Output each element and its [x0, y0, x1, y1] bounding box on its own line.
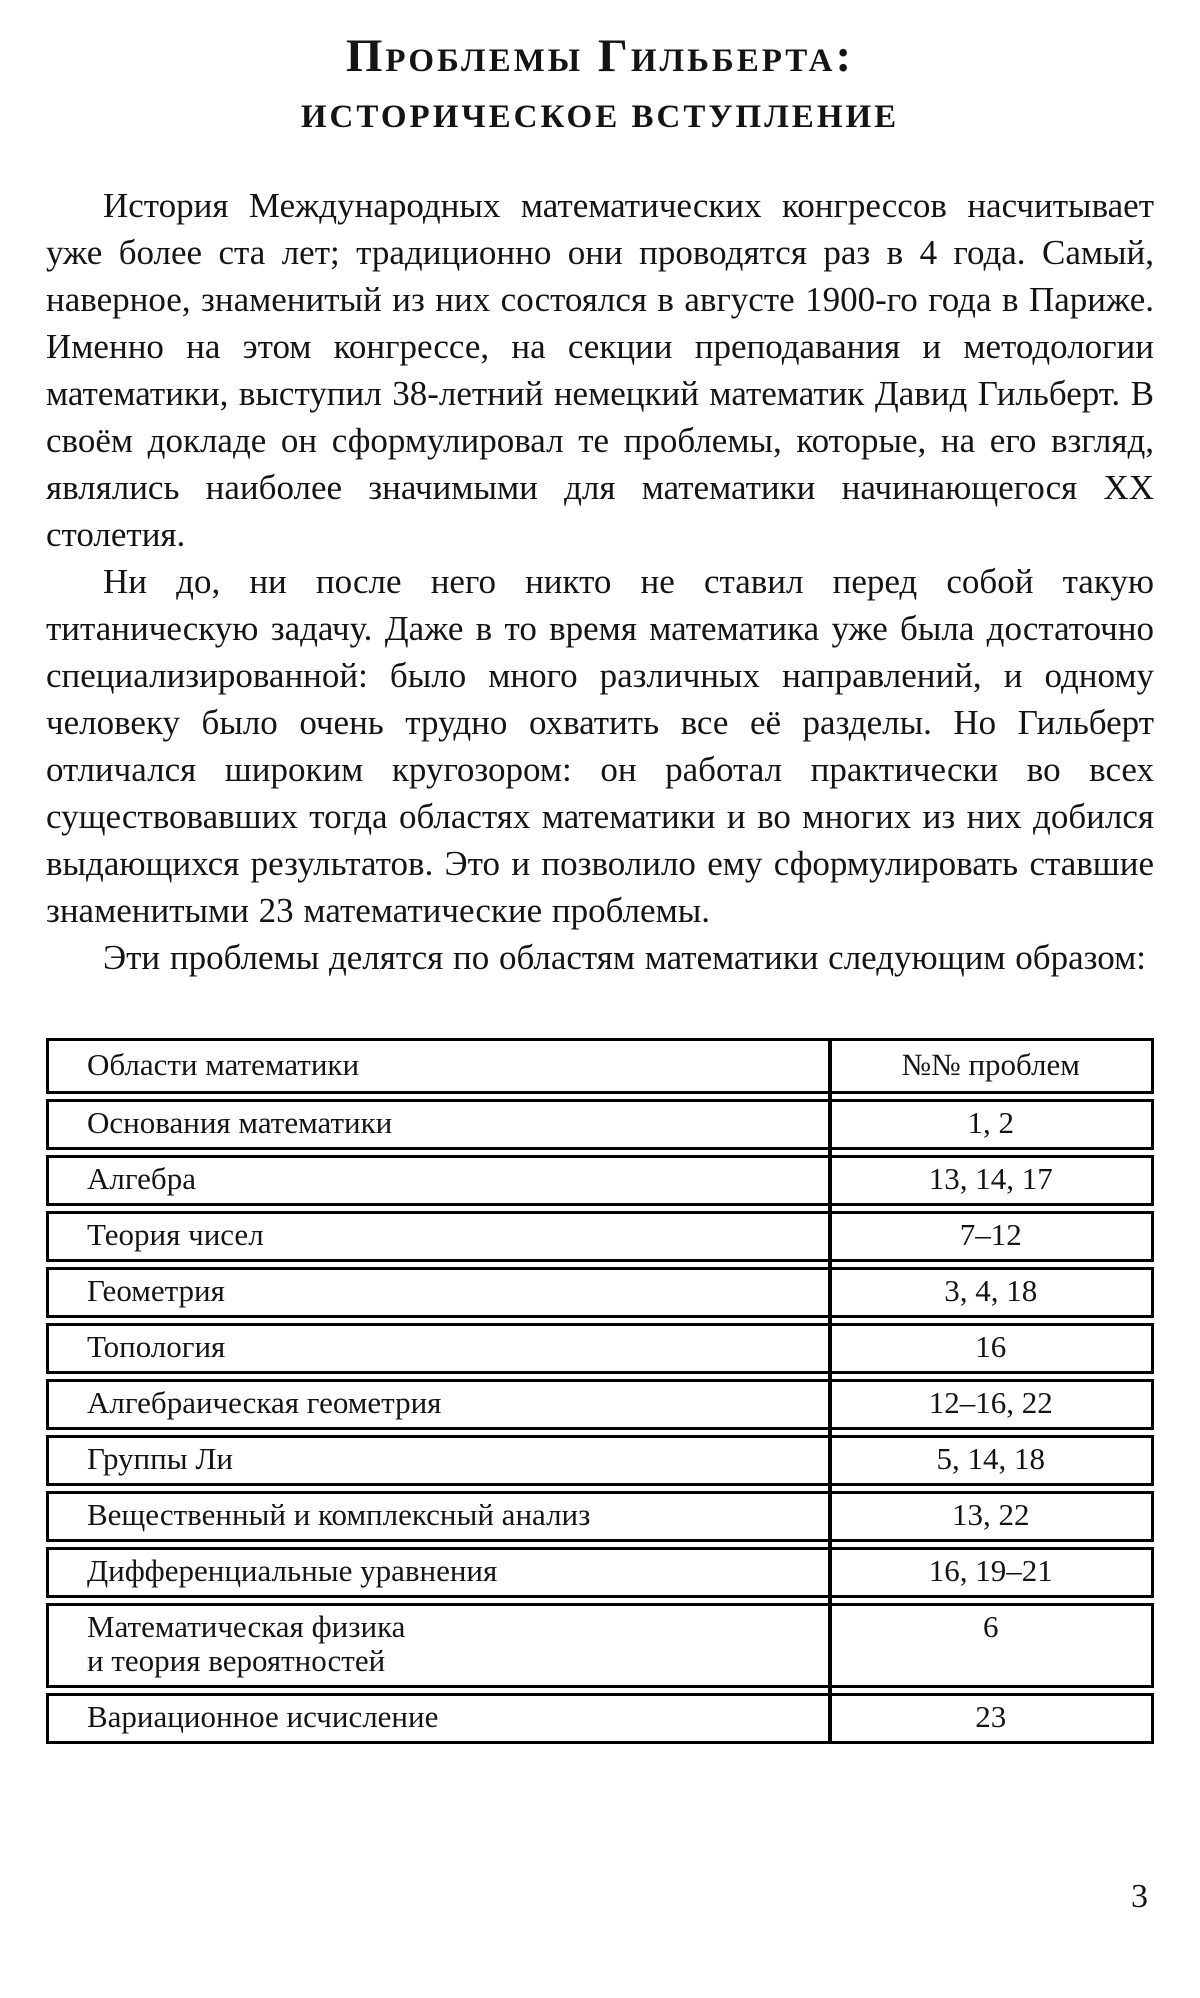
problems-cell: 3, 4, 18: [830, 1267, 1154, 1318]
page-number: 3: [1131, 1878, 1148, 1915]
body-text: [46, 182, 1154, 981]
problems-cell: 7–12: [830, 1211, 1154, 1262]
area-cell: Топология: [46, 1323, 830, 1374]
table-row: [46, 1435, 1154, 1486]
paragraph: Ни до, ни после него никто не ставил перед собой такую титаническую задачу. Даже в то время математика уже была достаточно специализированной: было много различных направлений, и одному человеку было очень трудно охватить все её разделы. Но Гильберт отличался широким кругозором: он работал практически во всех существовавших тогда областях математики и во многих из них добился выдающихся результатов. Это и позволило ему сформулировать ставшие знаменитыми 23 математические проблемы.: [46, 561, 1154, 930]
area-cell: Вариационное исчисление: [46, 1693, 830, 1744]
problems-cell: 5, 14, 18: [830, 1435, 1154, 1486]
table-header-areas: Области математики: [46, 1038, 830, 1094]
problems-cell: 13, 22: [830, 1491, 1154, 1542]
area-cell: Дифференциальные уравнения: [46, 1547, 830, 1598]
page-subtitle: ИСТОРИЧЕСКОЕ ВСТУПЛЕНИЕ: [300, 98, 900, 135]
column-divider-line: [828, 1038, 832, 1744]
table-row: [46, 1323, 1154, 1374]
table-row: [46, 1155, 1154, 1206]
problem-areas-table: [46, 1033, 1154, 1749]
table-row: [46, 1547, 1154, 1598]
area-cell: Теория чисел: [46, 1211, 830, 1262]
table-header-row: [46, 1038, 1154, 1094]
paragraph: История Международных математических конгрессов насчитывает уже более ста лет; традиционно они проводятся раз в 4 года. Самый, наверное, знаменитый из них состоялся в августе 1900-го года в Париже. Именно на этом конгрессе, на секции преподавания и методологии математики, выступил 38-летний немецкий математик Давид Гильберт. В своём докладе он сформулировал те проблемы, которые, на его взгляд, являлись наиболее значимыми для математики начинающегося XX столетия.: [46, 185, 1154, 554]
area-cell: Группы Ли: [46, 1435, 830, 1486]
problem-areas-tablebox: [46, 1033, 1154, 1749]
table-row: [46, 1491, 1154, 1542]
problems-cell: 1, 2: [830, 1099, 1154, 1150]
area-cell: Основания математики: [46, 1099, 830, 1150]
problems-cell: 23: [830, 1693, 1154, 1744]
book-page: [0, 30, 1200, 1749]
area-cell: Алгебра: [46, 1155, 830, 1206]
area-cell: Вещественный и комплексный анализ: [46, 1491, 830, 1542]
table-row: [46, 1379, 1154, 1430]
problems-cell: 13, 14, 17: [830, 1155, 1154, 1206]
table-row: [46, 1603, 1154, 1688]
problems-cell: 16: [830, 1323, 1154, 1374]
area-cell: Алгебраическая геометрия: [46, 1379, 830, 1430]
area-cell: Математическая физика и теория вероятностей: [46, 1603, 830, 1688]
table-header-problems: №№ проблем: [830, 1038, 1154, 1094]
problems-cell: 12–16, 22: [830, 1379, 1154, 1430]
area-cell: Геометрия: [46, 1267, 830, 1318]
table-row: [46, 1211, 1154, 1262]
paragraph: Эти проблемы делятся по областям математики следующим образом:: [103, 937, 1146, 977]
problems-cell: 6: [830, 1603, 1154, 1688]
page-title: Проблемы Гильберта:: [345, 30, 855, 82]
table-row: [46, 1099, 1154, 1150]
problems-cell: 16, 19–21: [830, 1547, 1154, 1598]
table-row: [46, 1693, 1154, 1744]
table-row: [46, 1267, 1154, 1318]
